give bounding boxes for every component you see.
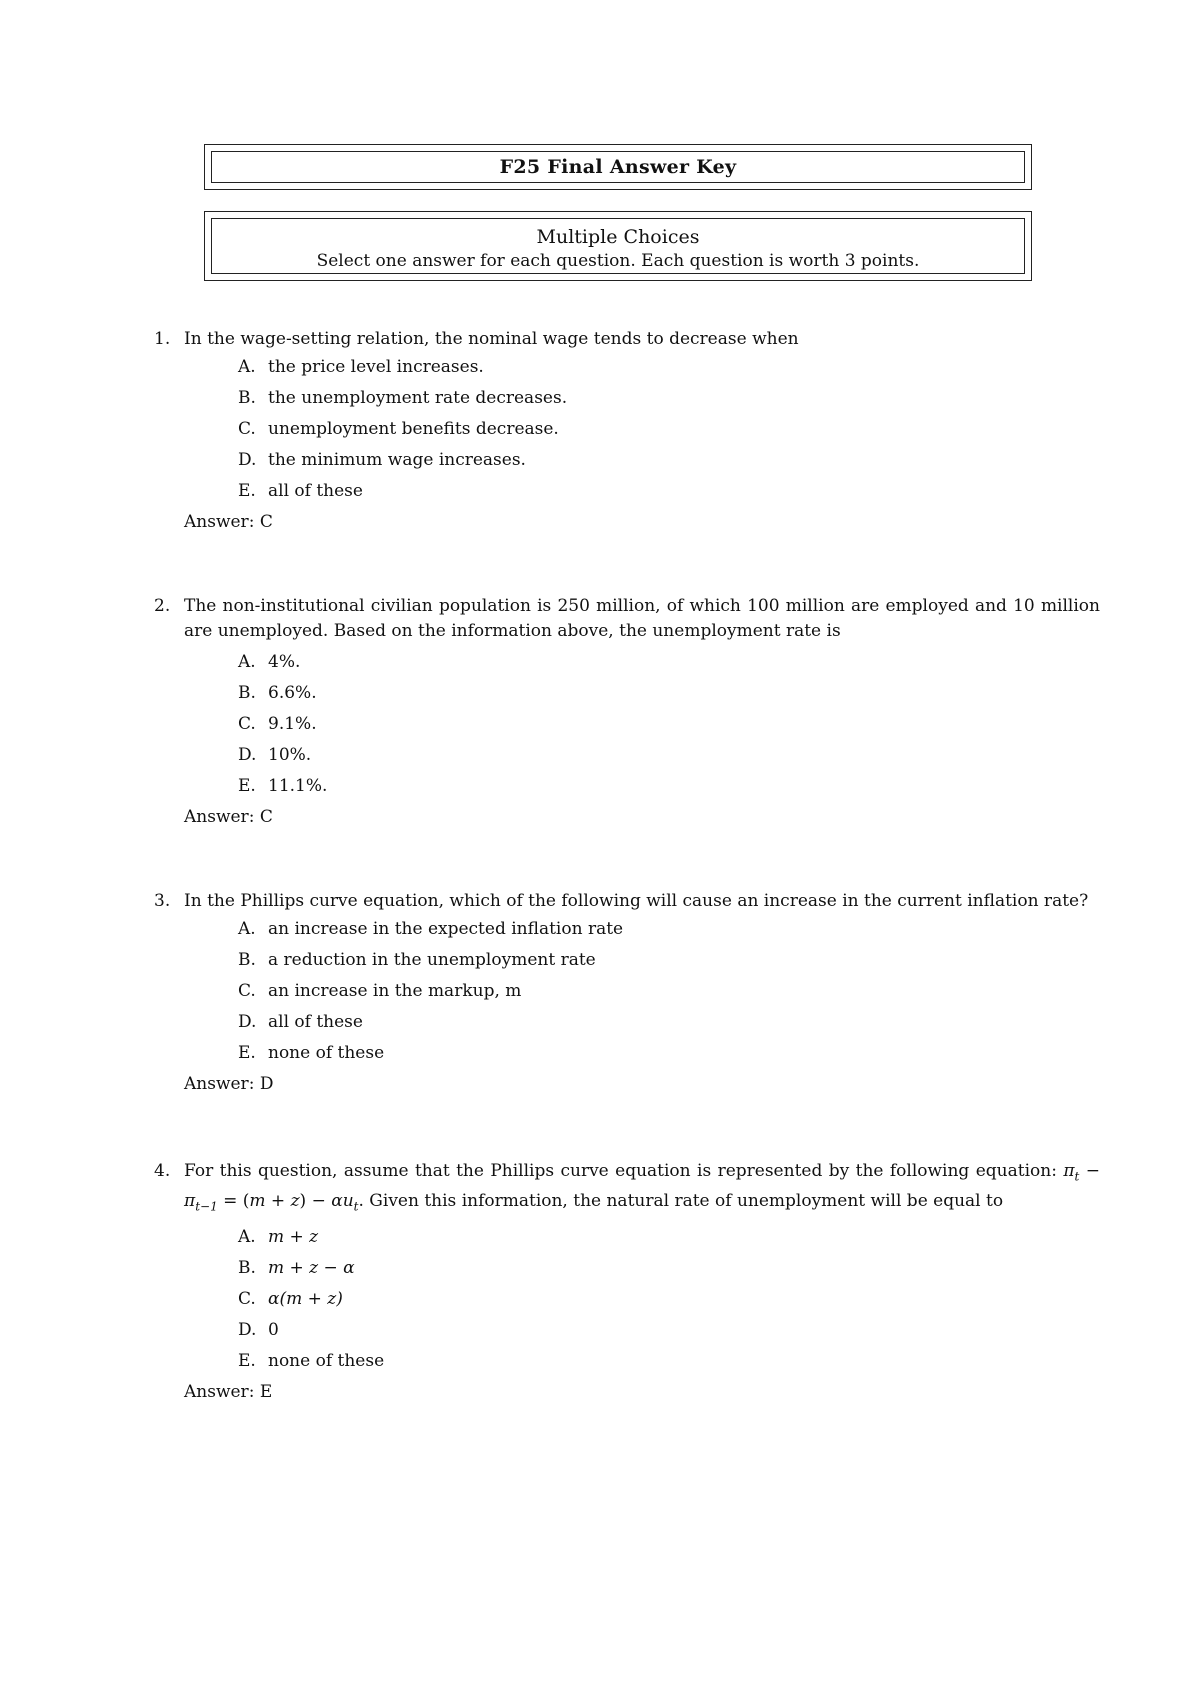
- option-list: [238, 1222, 1100, 1377]
- question-2: [154, 594, 1100, 833]
- answer: Answer: C: [184, 512, 273, 532]
- question-text: The non-institutional civilian population is 250 million, of which 100 million are employed and 10 million are unemployed. Based on the information above, the unemployment rate is: [184, 596, 1100, 641]
- option-c: C. 9.1%.: [238, 714, 317, 734]
- option-c: C. unemployment benefits decrease.: [238, 419, 559, 439]
- option-list: [238, 914, 1100, 1069]
- section-title: Multiple Choices: [536, 226, 700, 248]
- option-a: A. an increase in the expected inflation rate: [238, 919, 624, 939]
- option-a: A. the price level increases.: [238, 357, 484, 377]
- option-b: B. the unemployment rate decreases.: [238, 388, 568, 408]
- question-number: 2.: [154, 596, 171, 616]
- question-number: 1.: [154, 329, 171, 349]
- answer: Answer: E: [184, 1381, 273, 1402]
- question-text: In the wage-setting relation, the nominal wage tends to decrease when: [184, 329, 799, 349]
- option-a: A. m + z: [238, 1226, 319, 1247]
- option-b: B. 6.6%.: [238, 683, 317, 703]
- option-e: E. none of these: [238, 1350, 385, 1371]
- option-d: D. 0: [238, 1319, 279, 1340]
- section-instructions: Select one answer for each question. Each question is worth 3 points.: [316, 251, 920, 271]
- option-c: C. an increase in the markup, m: [238, 981, 522, 1001]
- question-4: [154, 1159, 1100, 1408]
- option-list: [238, 352, 1100, 507]
- title-box: [204, 144, 1032, 190]
- answer: Answer: D: [184, 1074, 274, 1094]
- option-d: D. all of these: [238, 1012, 363, 1032]
- option-d: D. 10%.: [238, 745, 312, 765]
- option-c: C. α(m + z): [238, 1288, 343, 1309]
- option-b: B. m + z − α: [238, 1257, 355, 1278]
- option-e: E. all of these: [238, 481, 363, 501]
- option-a: A. 4%.: [238, 652, 301, 672]
- section-box: [204, 211, 1032, 281]
- question-number: 4.: [154, 1161, 171, 1181]
- question-text: In the Phillips curve equation, which of the following will cause an increase in the current inflation rate?: [184, 891, 1089, 911]
- option-list: [238, 647, 1100, 802]
- question-1: [154, 327, 1100, 538]
- question-text: For this question, assume that the Phillips curve equation is represented by the following equation: $\pi_t - \pi_{t-1} = (m + z) - \alpha u_t$. Given this information, the natural rate of unemployment will be equal to: [184, 1161, 1100, 1214]
- document-title: F25 Final Answer Key: [211, 151, 1025, 183]
- option-d: D. the minimum wage increases.: [238, 450, 526, 470]
- option-e: E. 11.1%.: [238, 776, 328, 796]
- option-e: E. none of these: [238, 1043, 385, 1063]
- question-number: 3.: [154, 891, 171, 911]
- phillips-equation: $\pi_t - \pi_{t-1} = (m + z) - \alpha u_t$.: [184, 1161, 1100, 1214]
- question-3: [154, 889, 1100, 1100]
- option-b: B. a reduction in the unemployment rate: [238, 950, 596, 970]
- answer: Answer: C: [184, 807, 273, 827]
